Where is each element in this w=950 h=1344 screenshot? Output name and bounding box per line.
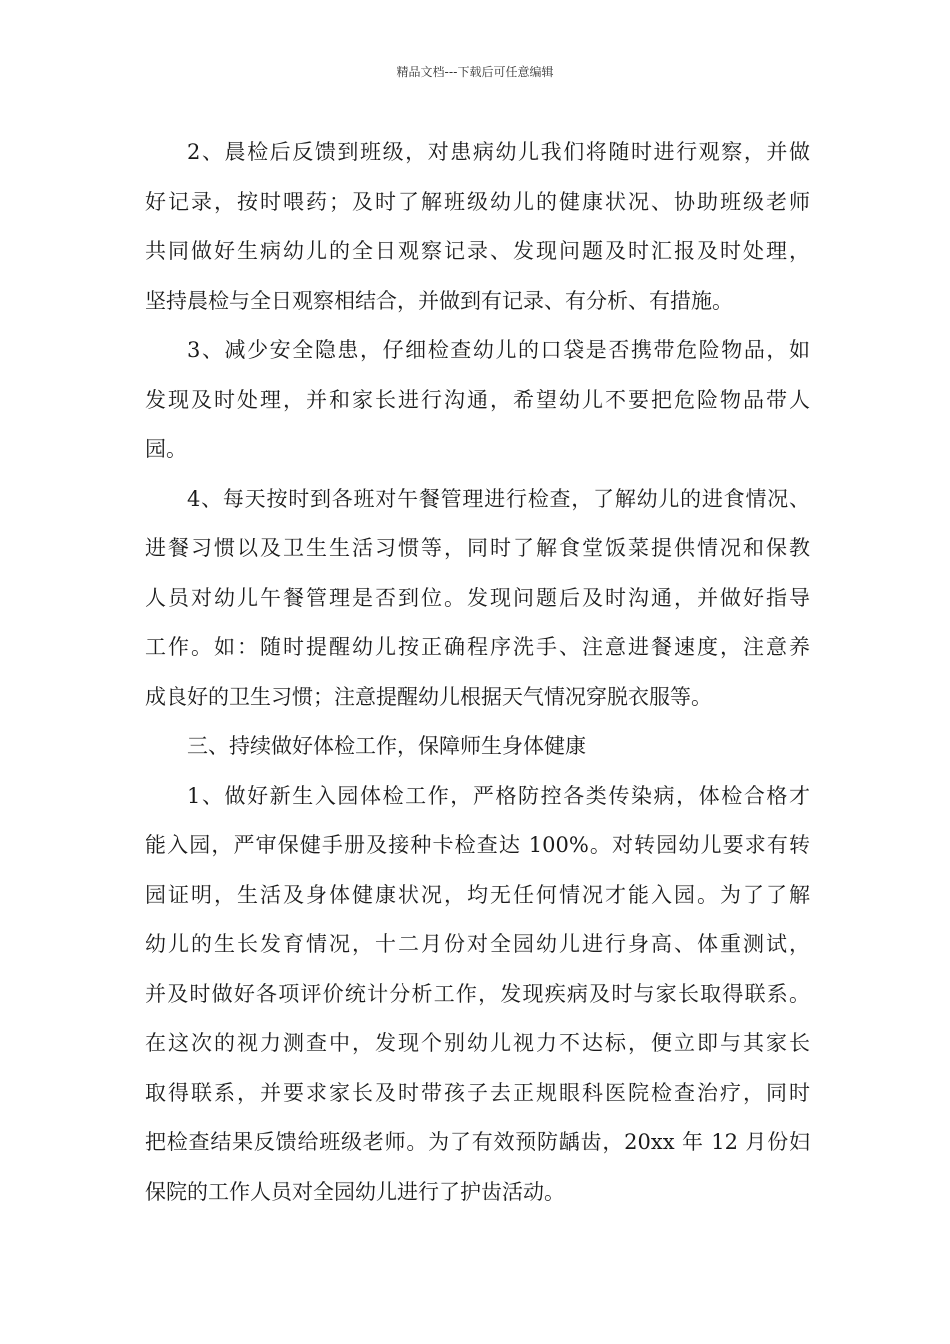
text-line: 工作。如：随时提醒幼儿按正确程序洗手、注意进餐速度，注意养 <box>145 635 810 659</box>
text-line: 人员对幼儿午餐管理是否到位。发现问题后及时沟通，并做好指导 <box>145 585 810 610</box>
text-line: 好记录，按时喂药；及时了解班级幼儿的健康状况、协助班级老师 <box>145 189 810 214</box>
text-line: 成良好的卫生习惯；注意提醒幼儿根据天气情况穿脱衣服等。 <box>145 684 712 709</box>
text-line: 把检查结果反馈给班级老师。为了有效预防龋齿，20xx 年 12 月份妇 <box>145 1130 810 1154</box>
paragraph-morning-check-feedback <box>145 128 810 326</box>
page-header: 精品文档---下载后可任意编辑 <box>396 65 554 79</box>
text-line: 进餐习惯以及卫生生活习惯等，同时了解食堂饭菜提供情况和保教 <box>145 536 810 560</box>
paragraph-safety-hazards <box>145 326 810 475</box>
paragraph-lunch-management <box>145 475 810 723</box>
text-line: 共同做好生病幼儿的全日观察记录、发现问题及时汇报及时处理， <box>145 239 810 263</box>
text-line: 发现及时处理，并和家长进行沟通，希望幼儿不要把危险物品带人 <box>145 387 810 412</box>
document-body <box>145 128 810 1217</box>
text-line: 幼儿的生长发育情况，十二月份对全园幼儿进行身高、体重测试， <box>145 932 810 956</box>
text-line: 4、每天按时到各班对午餐管理进行检查，了解幼儿的进食情况、 <box>187 486 810 511</box>
text-line: 3、减少安全隐患，仔细检查幼儿的口袋是否携带危险物品，如 <box>187 338 810 362</box>
section-heading-health-checkup <box>145 722 810 772</box>
text-line: 坚持晨检与全日观察相结合，并做到有记录、有分析、有措施。 <box>145 288 733 313</box>
text-line: 取得联系，并要求家长及时带孩子去正规眼科医院检查治疗，同时 <box>145 1080 810 1105</box>
paragraph-new-student-checkup <box>145 772 810 1218</box>
text-line: 2、晨检后反馈到班级，对患病幼儿我们将随时进行观察，并做 <box>187 140 810 164</box>
text-line: 园。 <box>145 437 187 461</box>
text-line: 能入园，严审保健手册及接种卡检查达 100%。对转园幼儿要求有转 <box>145 833 810 857</box>
text-line: 1、做好新生入园体检工作，严格防控各类传染病，体检合格才 <box>187 783 810 808</box>
text-line: 保院的工作人员对全园幼儿进行了护齿活动。 <box>145 1179 565 1204</box>
text-line: 三、持续做好体检工作，保障师生身体健康 <box>187 734 586 758</box>
text-line: 并及时做好各项评价统计分析工作，发现疾病及时与家长取得联系。 <box>145 981 810 1006</box>
text-line: 园证明，生活及身体健康状况，均无任何情况才能入园。为了了解 <box>145 882 810 907</box>
text-line: 在这次的视力测查中，发现个别幼儿视力不达标，便立即与其家长 <box>145 1031 810 1055</box>
